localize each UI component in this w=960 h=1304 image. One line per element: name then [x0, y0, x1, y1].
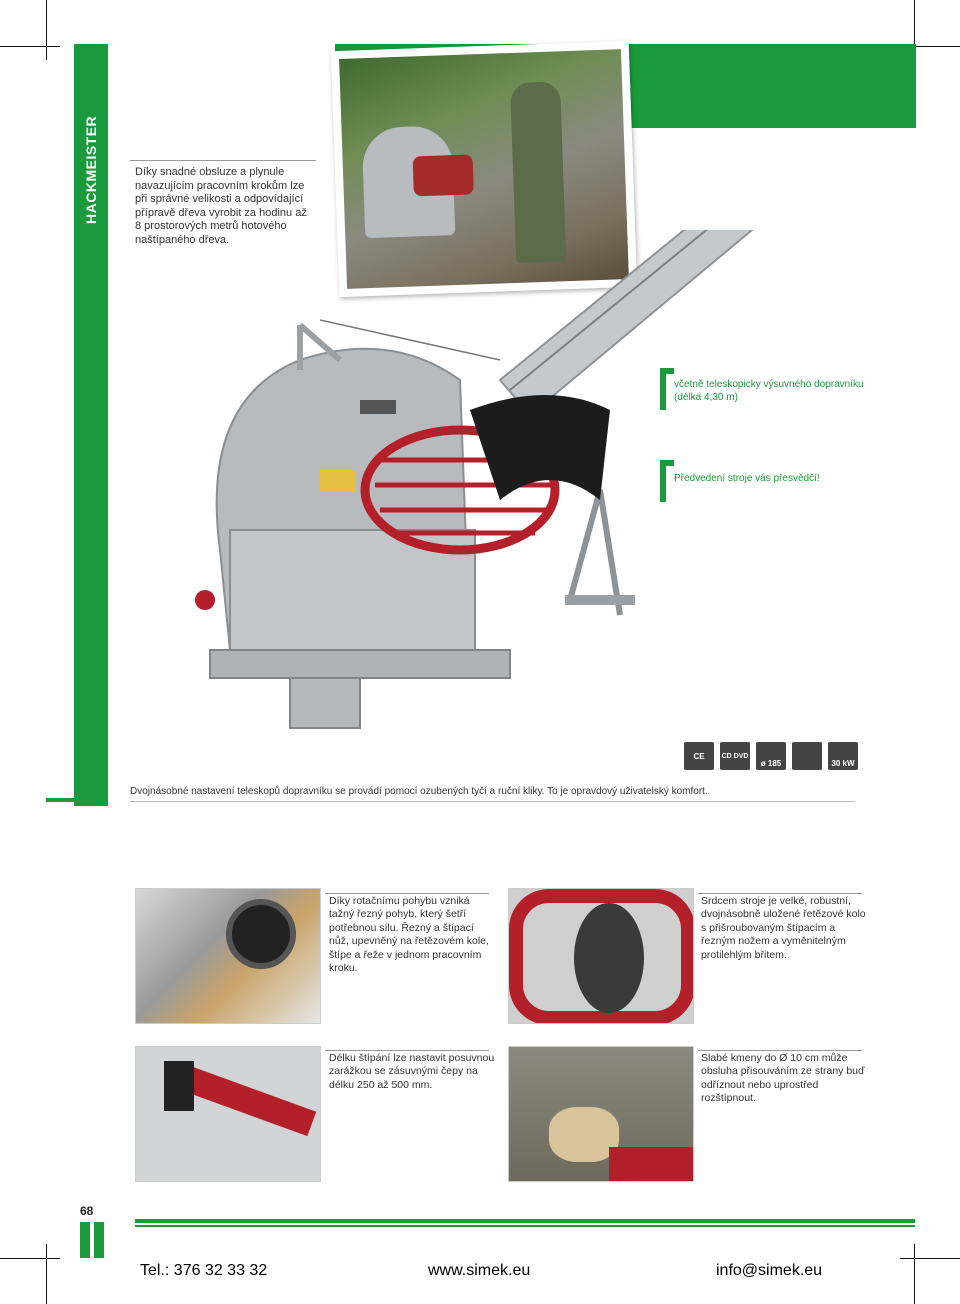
page-number: 68: [80, 1204, 94, 1218]
conveyor-foot: [565, 595, 635, 605]
tile-text-cut: Díky rotačnímu pohybu vzniká tažný řezný pohyb, který šetří potřebnou sílu. Řezný a štípací nůž, upevněný na řetězovém kole, štípe a řeže v jednom pracovním kroku.: [329, 895, 489, 975]
brand-plate: [360, 400, 396, 414]
callout-text: včetně teleskopicky výsuvného dopravníku (délka 4,30 m): [674, 379, 864, 403]
callout-bracket: [660, 460, 666, 502]
red-base: [609, 1147, 694, 1182]
dark-slot: [164, 1061, 194, 1111]
tile-text-side: Slabé kmeny do Ø 10 cm může obsluha přisouváním ze strany buď odříznout nebo uprostřed rozštípnout.: [701, 1052, 865, 1105]
crop-mark: [0, 1258, 60, 1259]
side-title: HACKMEISTER: [83, 115, 99, 224]
tile-text-stop: Délku štípání lze nastavit posuvnou zarážkou se zásuvnými čepy na délku 250 až 500 mm.: [329, 1052, 495, 1091]
tractor-icon: 30 kW: [828, 742, 858, 770]
cd-dvd-icon: CD DVD: [720, 742, 750, 770]
intro-rule: [130, 160, 316, 161]
intro-text: Díky snadné obsluze a plynule navazujícím pracovním krokům lze při správné velikosti a odpovídající přípravě dřeva vyrobit za hodinu až 8 prostorových metrů hotového naštípaného dřeva.: [135, 166, 307, 246]
red-stop-bar: [176, 1064, 316, 1136]
crop-mark: [0, 46, 60, 47]
header-white-area: [633, 128, 634, 129]
feature-icons: [684, 742, 858, 772]
tile-rule: [325, 893, 489, 894]
main-caption: Dvojnásobné nastavení teleskopů dopravníku se provádí pomocí ozubených tyčí a ruční kliky. To je opravdový uživatelský komfort.: [130, 786, 708, 797]
pto-shaft-icon: [792, 742, 822, 770]
callout-text: Předvedení stroje vás přesvědčí!: [674, 473, 820, 484]
page-number-bar: [80, 1222, 90, 1258]
crop-mark: [914, 1244, 915, 1304]
label-sticker: [320, 470, 356, 492]
footer-phone: Tel.: 376 32 33 32: [140, 1262, 268, 1279]
crop-mark: [900, 1258, 960, 1259]
page-number-bar: [94, 1222, 104, 1258]
tile-rule: [325, 1050, 489, 1051]
side-band: [74, 44, 108, 806]
footer-rule: [135, 1225, 915, 1227]
header-white-area: [108, 44, 335, 128]
photo-red-guard: [413, 154, 474, 196]
detail-photo-stop: [135, 1046, 321, 1182]
callout-demo: [660, 460, 860, 504]
tile-rule: [698, 893, 862, 894]
footer-web[interactable]: www.simek.eu: [428, 1262, 531, 1279]
caption-rule: [130, 801, 855, 802]
opening-shape: [574, 903, 644, 1013]
conveyor-leg: [570, 490, 600, 600]
base-frame-foot: [290, 678, 360, 728]
callout-bracket: [660, 368, 666, 410]
base-frame: [210, 650, 510, 678]
detail-photo-side: [508, 1046, 694, 1182]
hand-crank: [195, 590, 215, 610]
crop-mark: [46, 0, 47, 60]
crop-mark: [46, 1244, 47, 1304]
footer-rule: [135, 1219, 915, 1223]
footer-email[interactable]: info@simek.eu: [716, 1262, 823, 1279]
tile-text-sprocket: Srdcem stroje je velké, robustní, dvojnásobně uložené řetězové kolo s přišroubovaným štípacím a řezným nožem a vyměnitelným protilehlým břitem.: [701, 895, 866, 961]
detail-photo-sprocket: [508, 888, 694, 1024]
callout-bracket: [660, 368, 674, 374]
ce-mark-icon: CE: [684, 742, 714, 770]
tile-rule: [698, 1050, 862, 1051]
detail-photo-cut: [135, 888, 321, 1024]
callout-bracket: [660, 460, 674, 466]
diameter-icon: ø 185: [756, 742, 786, 770]
sprocket-shape: [226, 899, 296, 969]
side-bottom-rule: [46, 798, 108, 802]
callout-conveyor: [660, 368, 864, 412]
